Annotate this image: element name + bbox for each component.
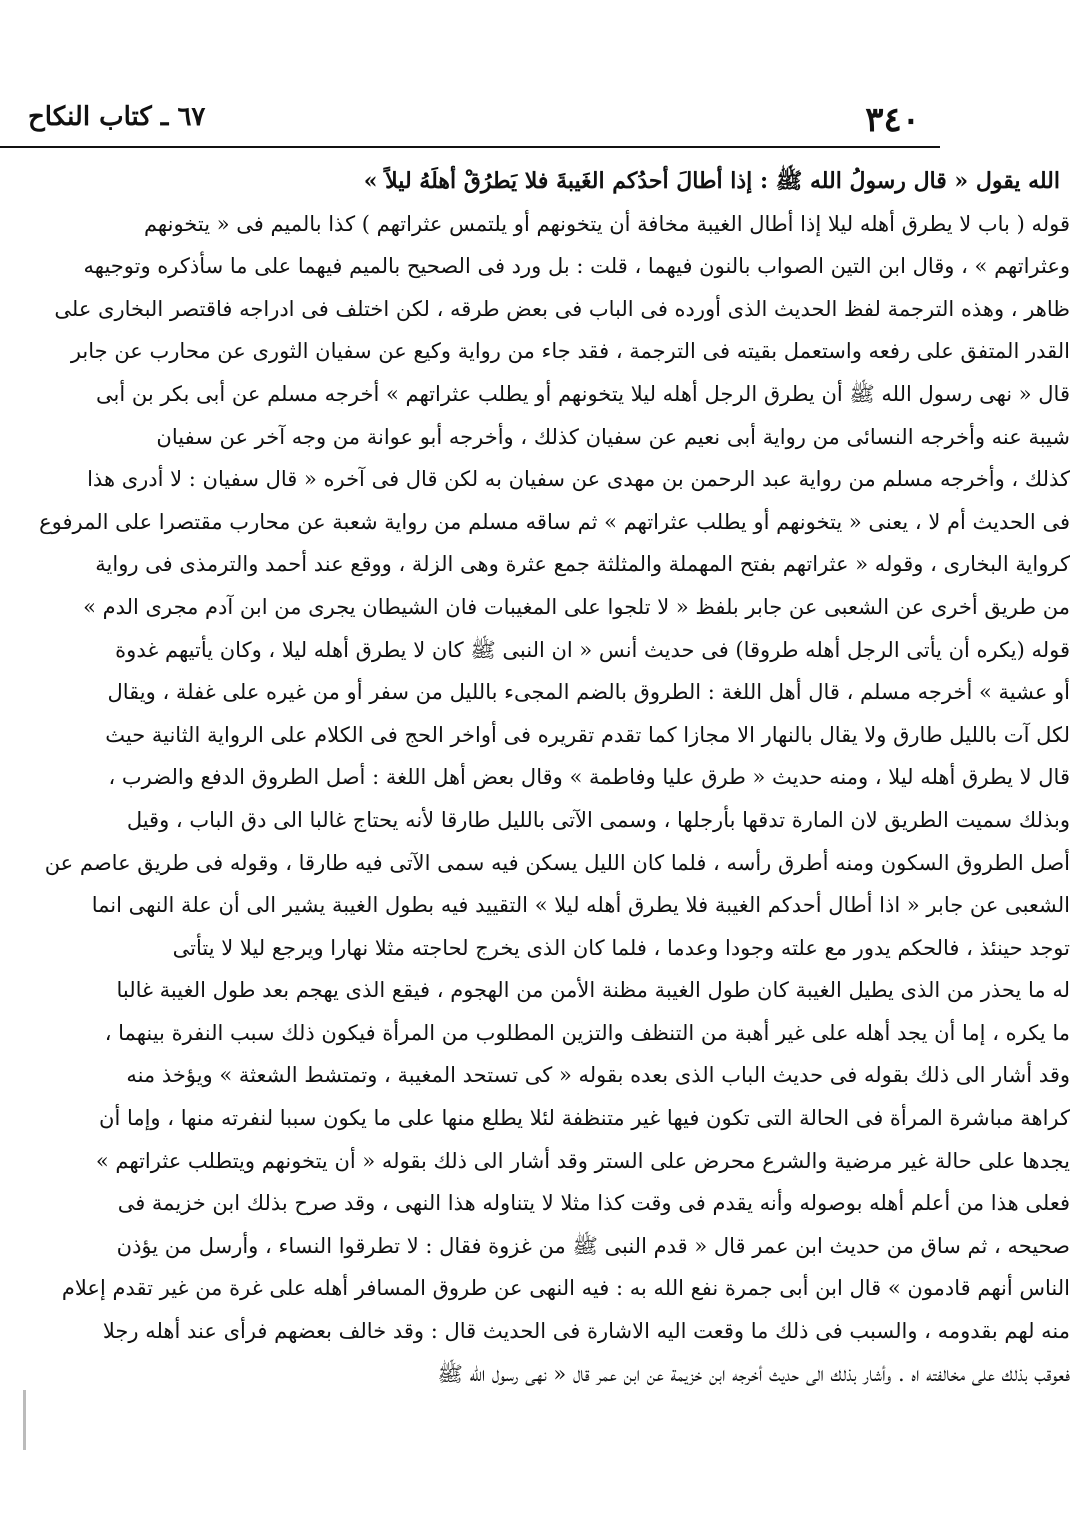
- text-line: قوله ( باب لا يطرق أهله ليلا إذا أطال الغيبة مخافة أن يتخونهم أو يلتمس عثراتهم ) كذا بالميم فى « يتخونهم: [143, 211, 1070, 236]
- text-line: فعوقب بذلك على مخالفته اه . وأشار بذلك الى حديث أخرجه ابن خزيمة عن ابن عمر قال « نهى رسول الله ﷺ: [437, 1361, 1070, 1386]
- text-line: فعلى هذا من أعلم أهله بوصوله وأنه يقدم فى وقت كذا مثلا لا يتناوله هذا النهى ، وقد صرح بذلك ابن خزيمة فى: [117, 1191, 1070, 1216]
- text-line: الناس أنهم قادمون » قال ابن أبى جمرة نفع الله به : فيه النهى عن طروق المسافر أهله على غرة من غير تقدم إعلام: [61, 1276, 1070, 1301]
- text-line: فى الحديث أم لا ، يعنى « يتخونهم أو يطلب عثراتهم » ثم ساقه مسلم من رواية شعبة عن محارب مقتصرا على المرفوع: [39, 509, 1070, 534]
- running-head: ٦٧ ـ كتاب النكاح: [28, 102, 206, 132]
- text-line: يجدها على حالة غير مرضية والشرع محرض على الستر وقد أشار الى ذلك بقوله « أن يتخونهم ويتطلب عثراتهم »: [95, 1148, 1070, 1173]
- text-line: ظاهر ، وهذه الترجمة لفظ الحديث الذى أورده فى الباب فى بعض طرقه ، لكن اختلف فى ادراجه فاقتصر البخارى على: [54, 296, 1070, 321]
- text-line: له ما يحذر من الذى يطيل الغيبة كان طول الغيبة مظنة الأمن من الهجوم ، فيقع الذى يهجم بعد طول الغيبة غالبا: [116, 978, 1070, 1003]
- text-line: كذلك ، وأخرجه مسلم من رواية عبد الرحمن بن مهدى عن سفيان به لكن قال فى آخره « قال سفيان : لا أدرى هذا: [87, 467, 1070, 492]
- text-line: توجد حينئذ ، فالحكم يدور مع علته وجودا وعدما ، فلما كان الذى يخرج لحاجته مثلا نهارا ويرجع ليلا لا يتأتى: [172, 935, 1070, 960]
- body-text: [0, 160, 1070, 1395]
- text-line: منه لهم بقدومه ، والسبب فى ذلك ما وقعت اليه الاشارة فى الحديث قال : وقد خالف بعضهم فرأى عند أهله رجلا: [102, 1319, 1070, 1344]
- text-line: من طريق أخرى عن الشعبى عن جابر بلفظ « لا تلجوا على المغيبات فان الشيطان يجرى من ابن آدم مجرى الدم »: [83, 594, 1070, 619]
- text-line: أصل الطروق السكون ومنه أطرق رأسه ، فلما كان الليل يسكن فيه سمى الآتى فيه طارقا ، وقوله فى طريق عاصم عن: [44, 850, 1070, 875]
- text-line: ما يكره ، إما أن يجد أهله على غير أهبة من التنظف والتزين المطلوب من المرأة فيكون ذلك سبب النفرة بينهما ،: [104, 1020, 1070, 1045]
- text-line: قال « نهى رسول الله ﷺ أن يطرق الرجل أهله ليلا يتخونهم أو يطلب عثراتهم » أخرجه مسلم عن أبى بكر بن أبى: [95, 381, 1070, 406]
- text-line: شيبة عنه وأخرجه النسائى من رواية أبى نعيم عن سفيان كذلك ، وأخرجه أبو عوانة من وجه آخر عن سفيان: [156, 424, 1070, 449]
- text-line: قوله (يكره أن يأتى الرجل أهله طروقا) فى حديث أنس « ان النبى ﷺ كان لا يطرق أهله ليلا ، وكان يأتيهم غدوة: [115, 637, 1070, 662]
- page-number: ٣٤٠: [865, 100, 920, 140]
- header-rule: [0, 146, 940, 148]
- text-line: قال لا يطرق أهله ليلا ، ومنه حديث « طرق عليا وفاطمة » وقال بعض أهل اللغة : أصل الطروق الدفع والضرب ،: [108, 765, 1070, 790]
- page-header: [0, 96, 1070, 146]
- text-line: القدر المتفق على رفعه واستعمل بقيته فى الترجمة ، فقد جاء من رواية وكيع عن سفيان الثورى عن محارب عن جابر: [70, 339, 1070, 364]
- text-line: الشعبى عن جابر « اذا أطال أحدكم الغيبة فلا يطرق أهله ليلا » التقييد فيه بطول الغيبة يشير الى أن علة النهى انما: [91, 893, 1070, 918]
- scan-margin-mark: [23, 1390, 26, 1450]
- text-line: وبذلك سميت الطريق لان المارة تدقها بأرجلها ، وسمى الآتى بالليل طارقا لأنه يحتاج غالبا الى دق الباب ، وقيل: [126, 807, 1070, 832]
- text-line: لكل آت بالليل طارق ولا يقال بالنهار الا مجازا كما تقدم تقريره فى أواخر الحج فى الكلام على الرواية الثانية حيث: [105, 722, 1070, 747]
- text-line: صحيحه ، ثم ساق من حديث ابن عمر قال « قدم النبى ﷺ من غزوة فقال : لا تطرقوا النساء ، وأرسل من يؤذن: [116, 1233, 1070, 1258]
- text-line: أو عشية » أخرجه مسلم ، قال أهل اللغة : الطروق بالضم المجىء بالليل من سفر أو من غيره على غفلة ، ويقال: [107, 680, 1070, 705]
- text-line: كرواية البخارى ، وقوله « عثراتهم بفتح المهملة والمثلثة جمع عثرة وهى الزلة ، ووقع عند أحمد والترمذى فى رواية: [95, 552, 1070, 577]
- text-line: وعثراتهم » ، وقال ابن التين الصواب بالنون فيهما ، قلت : بل ورد فى الصحيح بالميم فيهما على ما سأذكره وتوجيهه: [83, 254, 1070, 279]
- text-line: الله يقول « قال رسولُ الله ﷺ : إذا أطالَ أحدُكم الغَيبةَ فلا يَطرُقْ أهلَهُ ليلاً »: [363, 168, 1060, 194]
- text-line: كراهة مباشرة المرأة فى الحالة التى تكون فيها غير متنظفة لئلا يطلع منها على ما يكون سببا لنفرته منها ، وإما أن: [99, 1106, 1070, 1131]
- text-line: وقد أشار الى ذلك بقوله فى حديث الباب الذى بعده بقوله « كى تستحد المغيبة ، وتمتشط الشعثة » ويؤخذ منه: [126, 1063, 1070, 1088]
